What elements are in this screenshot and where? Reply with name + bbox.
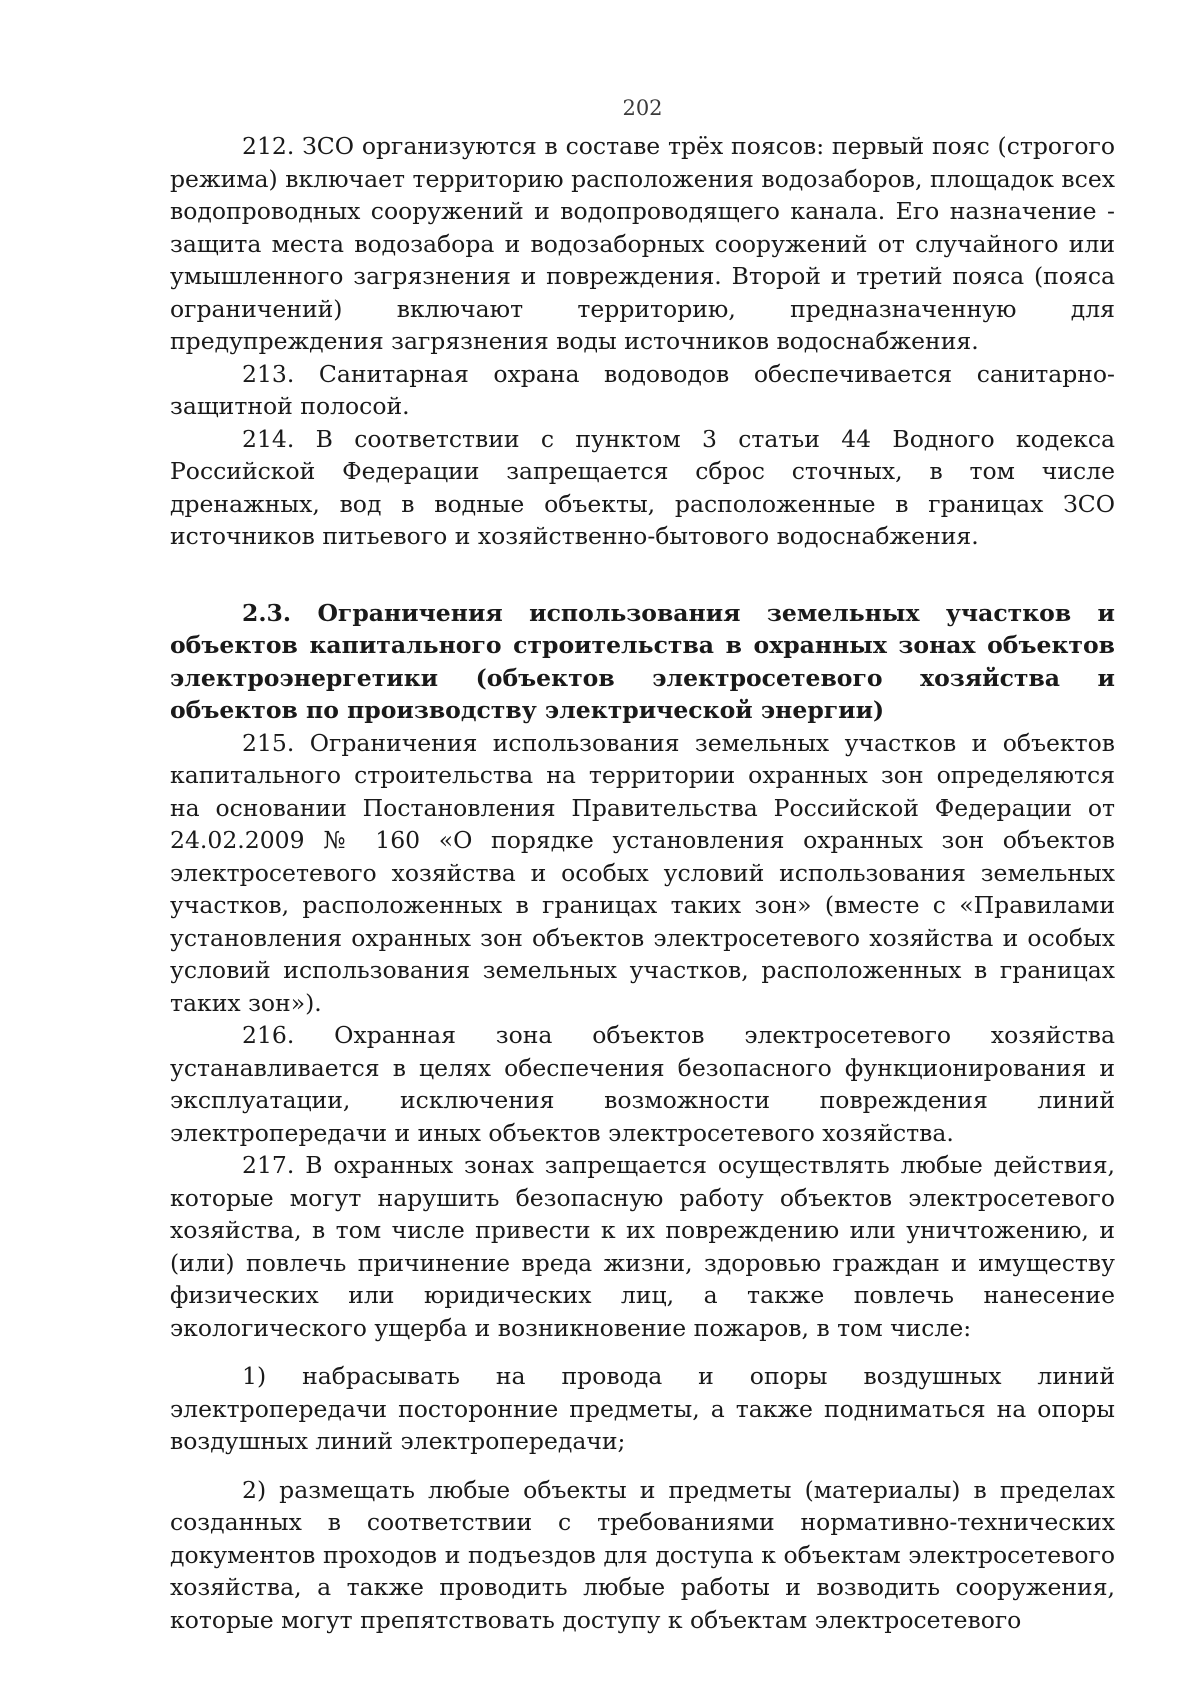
paragraph-212: 212. ЗСО организуются в составе трёх поясов: первый пояс (строгого режима) включает территорию расположения водозаборов, площадок всех водопроводных сооружений и водопроводящего канала. Его назначение - защита места водозабора и водозаборных сооружений от случайного или умышленного загрязнения и повреждения. Второй и третий пояса (пояса ограничений) включают территорию, предназначенную для предупреждения загрязнения воды источников водоснабжения. [170, 132, 1115, 355]
section-heading-2-3: 2.3. Ограничения использования земельных участков и объектов капитального строительства в охранных зонах объектов электроэнергетики (объектов электросетевого хозяйства и объектов по производству электрической энергии) [170, 598, 1115, 724]
paragraph-213: 213. Санитарная охрана водоводов обеспечивается санитарно-защитной полосой. [170, 359, 1115, 420]
paragraph-217: 217. В охранных зонах запрещается осуществлять любые действия, которые могут нарушить безопасную работу объектов электросетевого хозяйства, в том числе привести к их повреждению или уничтожению, и (или) повлечь причинение вреда жизни, здоровью граждан и имуществу физических или юридических лиц, а также повлечь нанесение экологического ущерба и возникновение пожаров, в том числе: [170, 1151, 1115, 1342]
document-page [170, 96, 1115, 1636]
paragraph-214: 214. В соответствии с пунктом 3 статьи 44 Водного кодекса Российской Федерации запрещается сброс сточных, в том числе дренажных, вод в водные объекты, расположенные в границах ЗСО источников питьевого и хозяйственно-бытового водоснабжения. [170, 424, 1115, 550]
list-item-1: 1) набрасывать на провода и опоры воздушных линий электропередачи посторонние предметы, а также подниматься на опоры воздушных линий электропередачи; [170, 1362, 1115, 1455]
list-item-2: 2) размещать любые объекты и предметы (материалы) в пределах созданных в соответствии с требованиями нормативно-технических документов проходов и подъездов для доступа к объектам электросетевого хозяйства, а также проводить любые работы и возводить сооружения, которые могут препятствовать доступу к объектам электросетевого [170, 1475, 1115, 1634]
page-number: 202 [622, 96, 663, 120]
paragraph-216: 216. Охранная зона объектов электросетевого хозяйства устанавливается в целях обеспечения безопасного функционирования и эксплуатации, исключения возможности повреждения линий электропередачи и иных объектов электросетевого хозяйства. [170, 1021, 1115, 1147]
paragraph-215: 215. Ограничения использования земельных участков и объектов капитального строительства на территории охранных зон определяются на основании Постановления Правительства Российской Федерации от 24.02.2009 № 160 «О порядке установления охранных зон объектов электросетевого хозяйства и особых условий использования земельных участков, расположенных в границах таких зон» (вместе с «Правилами установления охранных зон объектов электросетевого хозяйства и особых условий использования земельных участков, расположенных в границах таких зон»). [170, 728, 1115, 1017]
